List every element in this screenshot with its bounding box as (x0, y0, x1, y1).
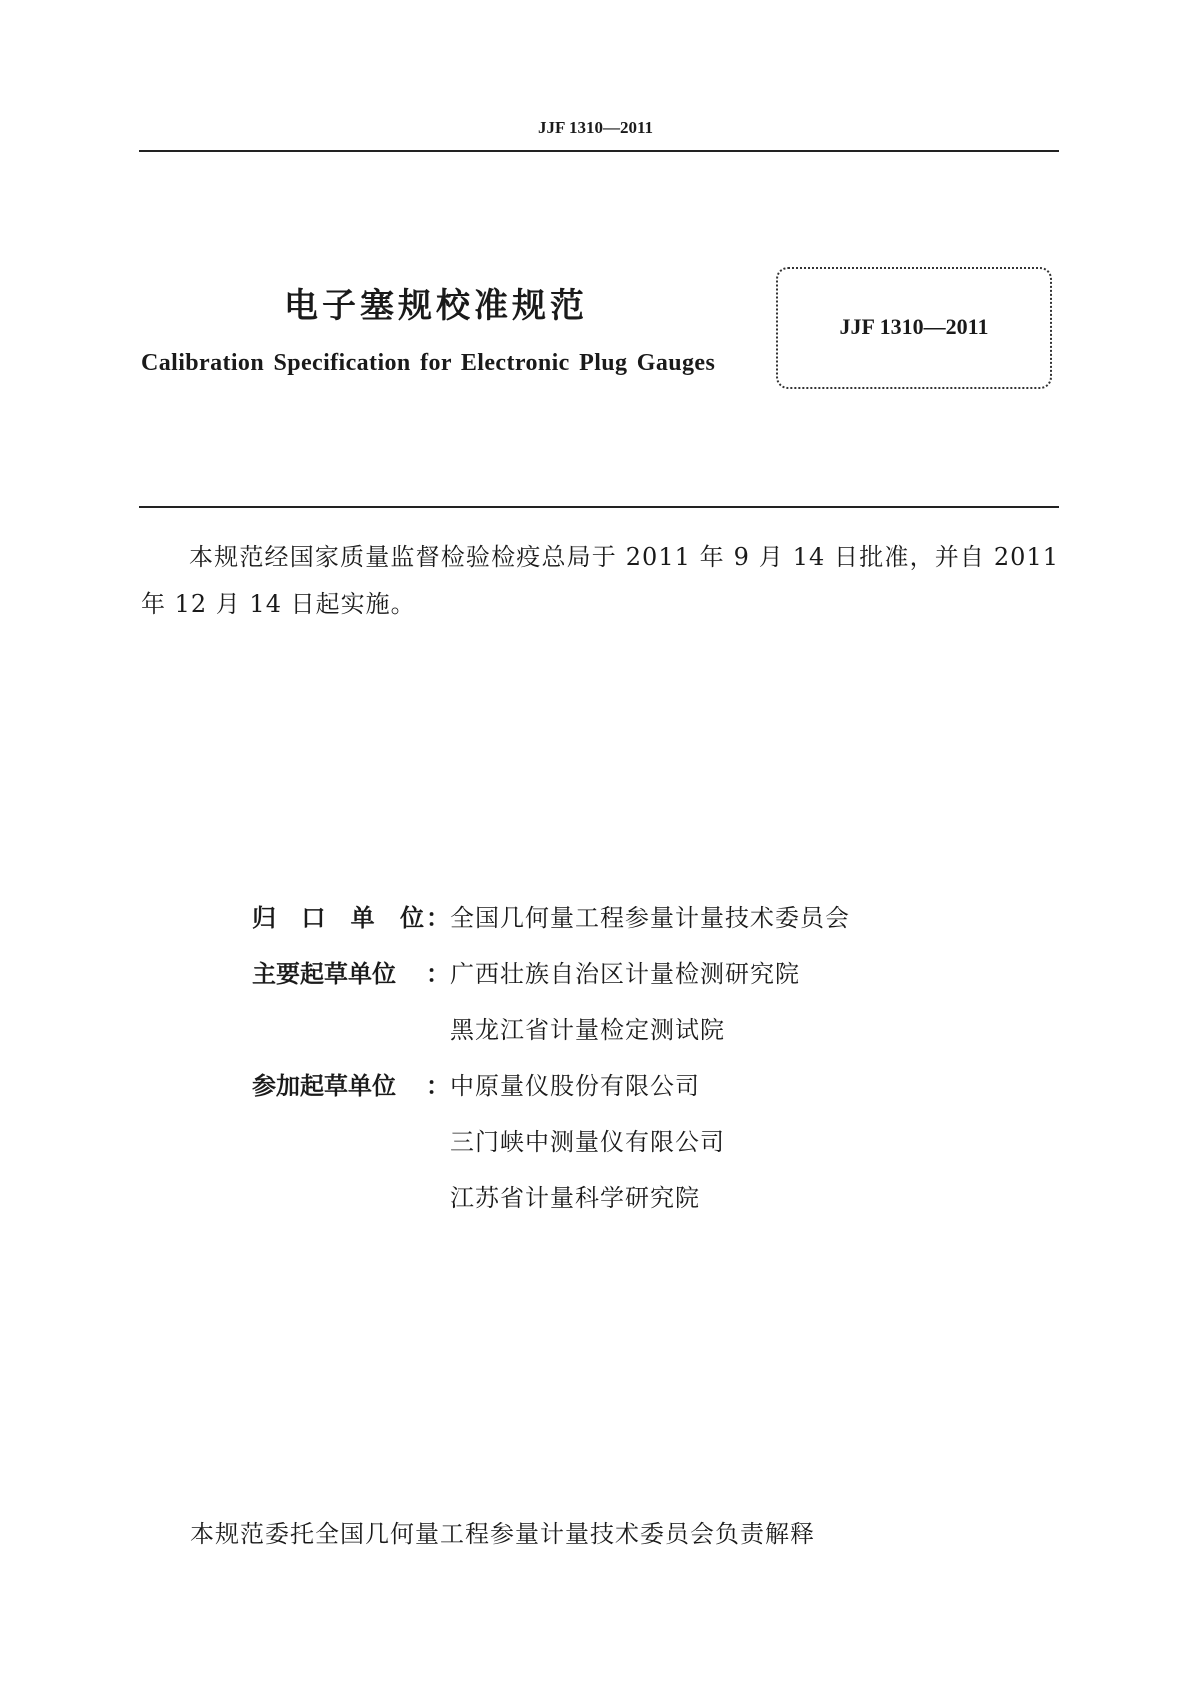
participating-row (252, 1068, 1052, 1104)
participating-label: 参加起草单位 (252, 1072, 396, 1100)
participating-unit-1: 中原量仪股份有限公司 (450, 1072, 700, 1100)
participating-unit-3: 江苏省计量科学研究院 (450, 1184, 700, 1212)
participating-unit-2: 三门峡中测量仪有限公司 (450, 1128, 725, 1156)
code-box-code: JJF 1310—2011 (839, 314, 989, 339)
responsible-unit-row (252, 900, 1052, 936)
participating-colon: ： (426, 1071, 450, 1100)
section-rule (139, 506, 1059, 508)
participating-row-2 (252, 1124, 1052, 1160)
main-drafting-label: 主要起草单位 (252, 960, 396, 988)
main-drafting-colon: ： (426, 959, 450, 988)
interpretation-note: 本规范委托全国几何量工程参量计量技术委员会负责解释 (190, 1520, 815, 1548)
header-document-code: JJF 1310—2011 (537, 118, 654, 137)
title-chinese: 电子塞规校准规范 (284, 286, 588, 326)
header-rule (139, 150, 1059, 152)
title-english: Calibration Specification for Electronic Plug Gauges (141, 350, 716, 376)
main-drafting-row-2 (252, 1012, 1052, 1048)
responsible-unit-value: 全国几何量工程参量计量技术委员会 (450, 904, 850, 932)
main-drafting-unit-1: 广西壮族自治区计量检测研究院 (450, 960, 800, 988)
main-drafting-unit-2: 黑龙江省计量检定测试院 (450, 1016, 725, 1044)
responsible-unit-colon: ： (426, 903, 450, 932)
approval-statement: 本规范经国家质量监督检验检疫总局于 2011 年 9 月 14 日批准，并自 2011 年 12 月 14 日起实施。 (141, 543, 1059, 618)
participating-row-3 (252, 1180, 1052, 1216)
main-drafting-row (252, 956, 1052, 992)
responsible-unit-label: 归 口 单 位 (252, 904, 424, 932)
